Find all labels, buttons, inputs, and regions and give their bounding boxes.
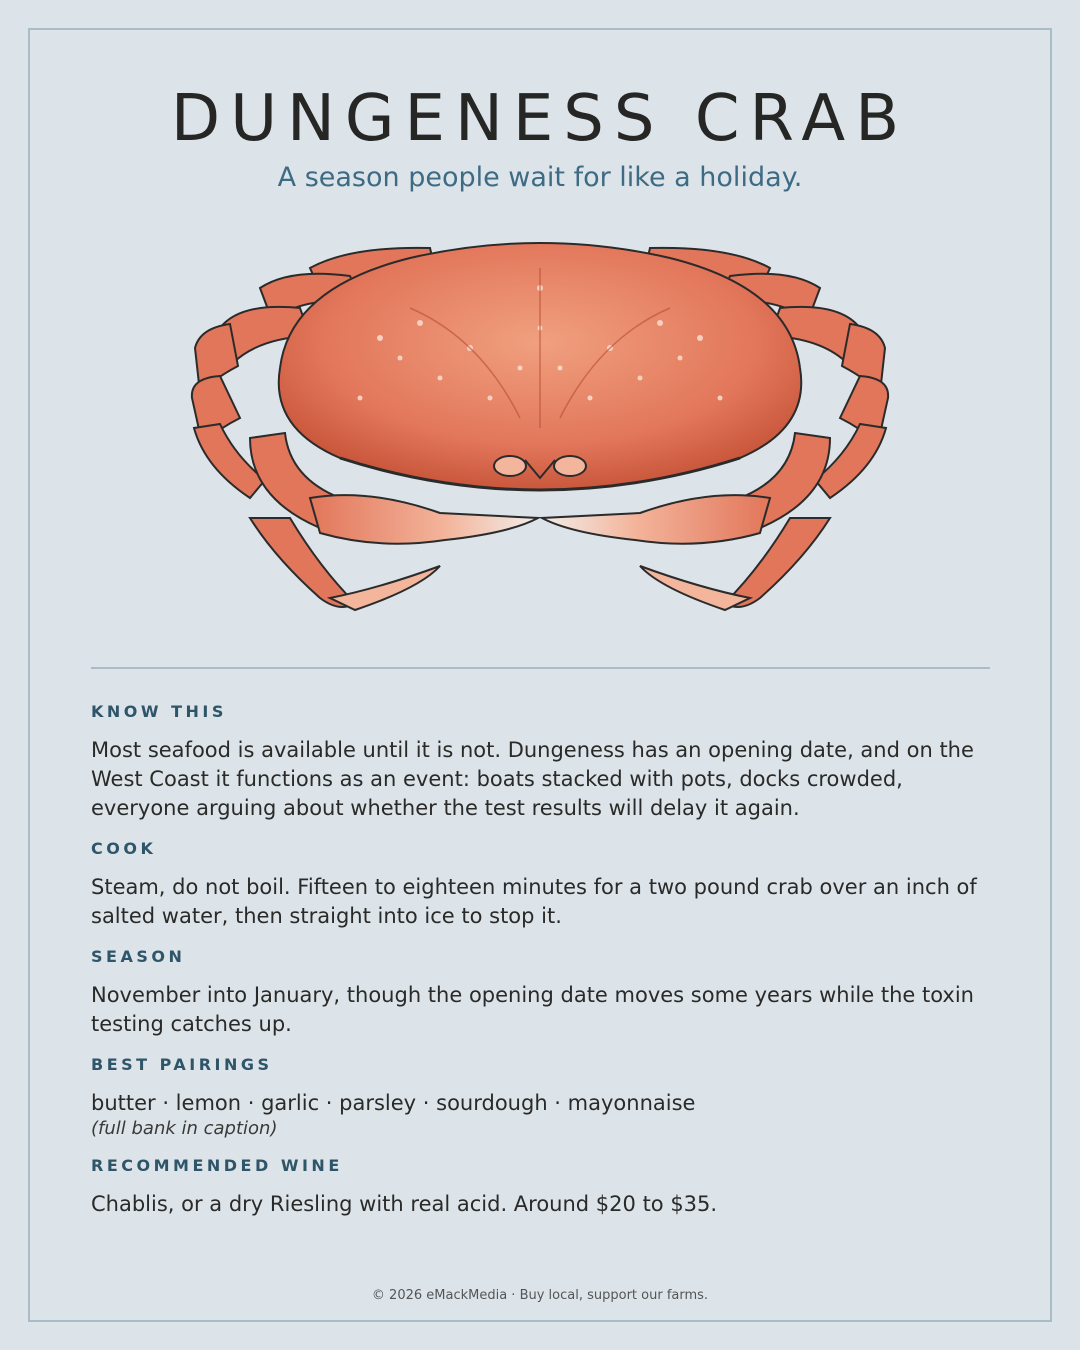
section-label: RECOMMENDED WINE <box>91 1156 343 1175</box>
section-know-this <box>91 700 991 823</box>
section-label: KNOW THIS <box>91 702 227 721</box>
section-label: SEASON <box>91 947 186 966</box>
section-text: Chablis, or a dry Riesling with real acid. Around $20 to $35. <box>91 1192 718 1216</box>
info-sections <box>91 700 991 1233</box>
footer-copyright: © 2026 eMackMedia · Buy local, support our farms. <box>371 1288 709 1303</box>
section-text: butter · lemon · garlic · parsley · sourdough · mayonnaise <box>91 1091 696 1115</box>
section-text: Steam, do not boil. Fifteen to eighteen minutes for a two pound crab over an inch of salted water, then straight into ice to stop it. <box>91 875 977 928</box>
section-best-pairings <box>91 1053 991 1140</box>
section-text: November into January, though the opening date moves some years while the toxin testing catches up. <box>91 983 974 1036</box>
section-cook <box>91 837 991 931</box>
section-text: Most seafood is available until it is not. Dungeness has an opening date, and on the West Coast it functions as an event: boats stacked with pots, docks crowded, everyone arguing about whether the test results will delay it again. <box>91 738 974 820</box>
section-label: BEST PAIRINGS <box>91 1055 273 1074</box>
section-divider <box>91 667 990 669</box>
pairings-note: (full bank in caption) <box>91 1118 278 1139</box>
page-subtitle: A season people wait for like a holiday. <box>277 162 803 193</box>
section-label: COOK <box>91 839 157 858</box>
section-recommended-wine <box>91 1154 991 1219</box>
dungeness-crab-illustration <box>180 228 900 628</box>
section-season <box>91 945 991 1039</box>
page-title: DUNGENESS CRAB <box>170 82 910 156</box>
